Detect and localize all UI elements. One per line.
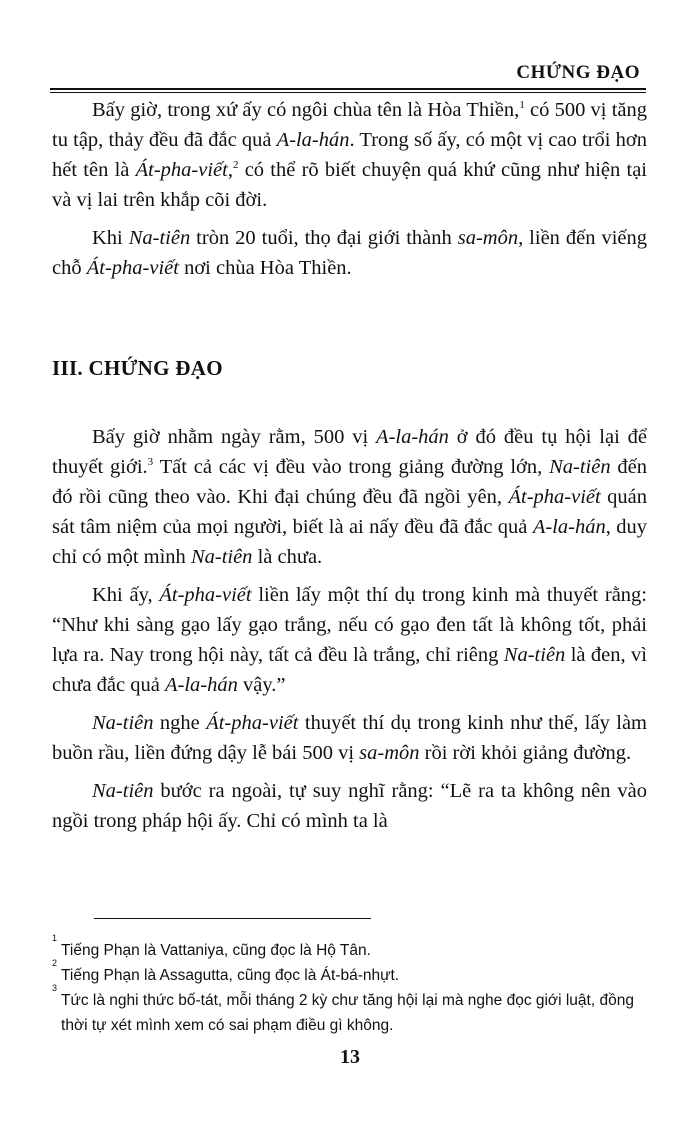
text-run: Tất cả các vị đều vào trong giảng đường lớn, bbox=[153, 456, 550, 478]
italic-term: A-la-hán bbox=[532, 516, 606, 538]
text-run: nơi chùa Hòa Thiền. bbox=[178, 257, 352, 279]
text-run: rồi rời khỏi giảng đường. bbox=[419, 742, 632, 764]
paragraph bbox=[52, 776, 647, 836]
section-heading: III. CHỨNG ĐẠO bbox=[52, 356, 223, 380]
footnote bbox=[52, 983, 647, 1038]
text-run: vậy.” bbox=[237, 674, 286, 696]
text-run: đến đó rồi cũng theo vào. Khi đại chúng đều đã ngồi yên, bbox=[52, 456, 647, 508]
text-run: . Trong số ấy, có một vị cao trổi hơn hết tên là bbox=[52, 129, 648, 181]
header-rule bbox=[50, 88, 646, 93]
text-run: tròn 20 tuổi, thọ đại giới thành bbox=[190, 227, 458, 249]
italic-term: Át-pha-viết bbox=[86, 257, 179, 279]
paragraph bbox=[52, 708, 647, 768]
italic-term: Át-pha-viết bbox=[159, 584, 252, 606]
text-run: , duy chỉ có một mình bbox=[52, 516, 647, 568]
text-run: quán sát tâm niệm của mọi người, biết là ai nấy đều đã đắc quả bbox=[52, 486, 647, 538]
footnote-ref: 1 bbox=[519, 99, 525, 111]
text-run: có 500 vị tăng tu tập, thảy đều đã đắc quả bbox=[52, 99, 647, 151]
footnote bbox=[52, 933, 647, 963]
text-run: có thể rõ biết chuyện quá khứ cũng như hiện tại và vị lai trên khắp cõi đời. bbox=[52, 159, 647, 211]
text-run: thuyết thí dụ trong kinh như thế, lấy làm buồn rầu, liền đứng dậy lễ bái 500 vị bbox=[52, 712, 647, 764]
italic-term: Át-pha-viết bbox=[508, 486, 601, 508]
italic-term: A-la-hán bbox=[376, 426, 449, 448]
footnote-text: Tiếng Phạn là Assagutta, cũng đọc là Át-bá-nhựt. bbox=[61, 967, 400, 984]
italic-term: Na-tiên bbox=[92, 712, 154, 734]
footnote-mark: 1 bbox=[52, 933, 58, 943]
footnote-mark: 2 bbox=[52, 958, 58, 968]
paragraph bbox=[52, 580, 647, 700]
text-run: bước ra ngoài, tự suy nghĩ rằng: “Lẽ ra ta không nên vào ngồi trong pháp hội ấy. Chỉ có mình ta là bbox=[52, 780, 647, 832]
footnote bbox=[52, 958, 647, 988]
text-run: Khi ấy, bbox=[92, 584, 160, 606]
footnote-mark: 3 bbox=[52, 983, 58, 993]
text-run: ở đó đều tụ hội lại để thuyết giới. bbox=[52, 426, 647, 478]
footnotes bbox=[52, 933, 647, 1038]
footnote-text: Tức là nghi thức bố-tát, mỗi tháng 2 kỳ chư tăng hội lại mà nghe đọc giới luật, đồng thời tự xét mình xem có sai phạm điều gì không. bbox=[61, 992, 634, 1034]
text-run: , bbox=[227, 159, 233, 181]
italic-term: A-la-hán bbox=[276, 129, 350, 151]
text-run: , liền đến viếng chỗ bbox=[52, 227, 647, 279]
italic-term: sa-môn bbox=[457, 227, 519, 249]
text-block-main bbox=[52, 422, 647, 836]
italic-term: Át-pha-viết bbox=[135, 159, 228, 181]
running-head: CHỨNG ĐẠO bbox=[516, 62, 640, 83]
text-run: liền lấy một thí dụ trong kinh mà thuyết rằng: “Như khi sàng gạo lấy gạo trắng, nếu có gạo đen tất là không tốt, phải lựa ra. Nay trong hội này, tất cả đều là trắng, chỉ riêng bbox=[52, 584, 647, 666]
page-number: 13 bbox=[340, 1046, 360, 1068]
italic-term: Na-tiên bbox=[190, 546, 253, 568]
text-run: là đen, vì chưa đắc quả bbox=[52, 644, 647, 696]
text-run: nghe bbox=[153, 712, 207, 734]
text-block-intro bbox=[52, 95, 647, 283]
italic-term: Na-tiên bbox=[92, 780, 154, 802]
footnote-ref: 2 bbox=[232, 159, 239, 171]
italic-term: Na-tiên bbox=[503, 644, 566, 666]
footnote-rule bbox=[94, 918, 371, 919]
italic-term: A-la-hán bbox=[164, 674, 238, 696]
footnote-text: Tiếng Phạn là Vattaniya, cũng đọc là Hộ Tân. bbox=[61, 942, 371, 959]
text-run: là chưa. bbox=[252, 546, 323, 568]
paragraph bbox=[52, 422, 647, 572]
italic-term: Na-tiên bbox=[128, 227, 191, 249]
text-run: Khi bbox=[92, 227, 129, 249]
italic-term: sa-môn bbox=[359, 742, 420, 764]
text-run: Bấy giờ nhằm ngày rằm, 500 vị bbox=[92, 426, 377, 448]
paragraph bbox=[52, 95, 647, 215]
italic-term: Na-tiên bbox=[549, 456, 611, 478]
paragraph bbox=[52, 223, 647, 283]
text-run: Bấy giờ, trong xứ ấy có ngôi chùa tên là Hòa Thiền, bbox=[92, 99, 520, 121]
italic-term: Át-pha-viết bbox=[206, 712, 299, 734]
footnote-ref: 3 bbox=[147, 456, 154, 468]
